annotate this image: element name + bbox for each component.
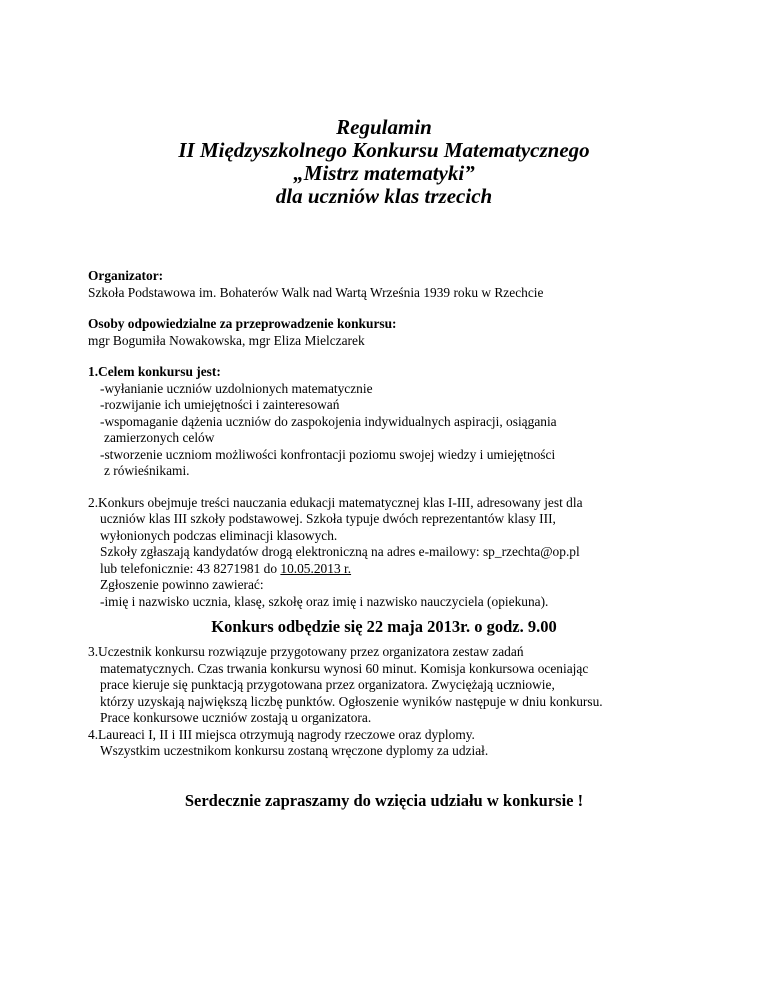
goal-item-continuation: zamierzonych celów (104, 430, 215, 445)
section-3-line: matematycznych. Czas trwania konkursu wynosi 60 minut. Komisja konkursowa oceniając (100, 660, 589, 676)
goal-item: -wyłanianie uczniów uzdolnionych matematycznie (100, 380, 373, 396)
section-2-line: wyłonionych podczas eliminacji klasowych. (100, 527, 338, 543)
section-2-line: 2.Konkurs obejmuje treści nauczania edukacji matematycznej klas I-III, adresowany jest dla (88, 494, 583, 510)
responsible-text: mgr Bogumiła Nowakowska, mgr Eliza Mielczarek (88, 332, 365, 348)
section-3 (88, 644, 728, 760)
organizer-heading: Organizator: (88, 268, 164, 283)
goal-item: -wspomaganie dążenia uczniów do zaspokojenia indywidualnych aspiracji, osiągania (100, 413, 557, 429)
section-3-line: Prace konkursowe uczniów zostają u organizatora. (100, 710, 372, 725)
document-body (88, 268, 728, 625)
section-2-line: Szkoły zgłaszają kandydatów drogą elektroniczną na adres e-mailowy: sp_rzechta@op.pl (100, 544, 580, 559)
section-2-line: Zgłoszenie powinno zawierać: (100, 577, 264, 592)
goal-item: -stworzenie uczniom możliwości konfrontacji poziomu swojej wiedzy i umiejętności (100, 446, 556, 462)
goals-section (88, 364, 728, 480)
section-3-line: prace kieruje się punktacją przygotowana przez organizatora. Zwyciężają uczniowie, (100, 677, 555, 692)
closing-invitation: Serdecznie zapraszamy do wzięcia udziału w konkursie ! (184, 791, 584, 810)
contest-date-announcement: Konkurs odbędzie się 22 maja 2013r. o godz. 9.00 (211, 617, 557, 636)
title-line-3: „Mistrz matematyki” (293, 161, 475, 185)
section-2-line: -imię i nazwisko ucznia, klasę, szkołę oraz imię i nazwisko nauczyciela (opiekuna). (100, 593, 549, 609)
section-2-line: uczniów klas III szkoły podstawowej. Szkoła typuje dwóch reprezentantów klasy III, (100, 511, 556, 526)
responsible-heading: Osoby odpowiedzialne za przeprowadzenie konkursu: (88, 316, 397, 331)
deadline-date: 10.05.2013 r. (280, 560, 352, 576)
responsible-section (88, 316, 728, 349)
goal-item: -rozwijanie ich umiejętności i zainteresowań (100, 397, 340, 412)
title-line-2: II Międzyszkolnego Konkursu Matematycznego (178, 138, 590, 162)
section-3-line: którzy uzyskają największą liczbę punktów. Ogłoszenie wyników następuje w dniu konkursu. (100, 693, 603, 709)
document-title (0, 116, 768, 208)
section-2-line (88, 561, 728, 578)
goal-item-continuation: z rówieśnikami. (104, 463, 190, 478)
goals-heading: 1.Celem konkursu jest: (88, 364, 221, 379)
section-3-line: 3.Uczestnik konkursu rozwiązuje przygotowany przez organizatora zestaw zadań (88, 644, 524, 659)
organizer-section (88, 268, 728, 301)
section-2 (88, 495, 728, 611)
section-4-line: Wszystkim uczestnikom konkursu zostaną wręczone dyplomy za udział. (100, 743, 489, 758)
organizer-text: Szkoła Podstawowa im. Bohaterów Walk nad Wartą Września 1939 roku w Rzechcie (88, 284, 544, 300)
section-4-line: 4.Laureaci I, II i III miejsca otrzymują nagrody rzeczowe oraz dyplomy. (88, 726, 475, 742)
phone-text: lub telefonicznie: 43 8271981 do (100, 560, 281, 576)
title-line-1: Regulamin (336, 115, 432, 139)
title-line-4: dla uczniów klas trzecich (275, 184, 493, 208)
